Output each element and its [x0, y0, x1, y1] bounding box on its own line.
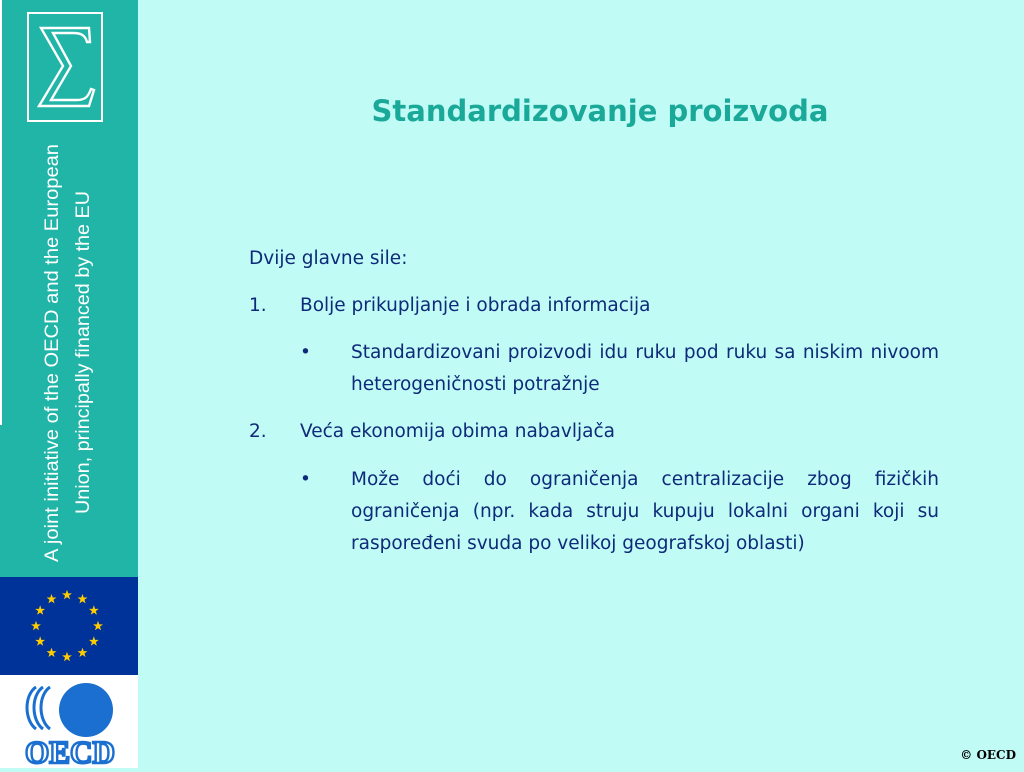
eu-star-icon — [47, 594, 57, 603]
sidebar-tagline — [33, 140, 103, 570]
eu-star-icon — [35, 636, 45, 645]
eu-star-icon — [35, 605, 45, 614]
item-subtext-1: Standardizovani proizvodi idu ruku pod ruku sa niskim nivoom heterogeničnosti potražnje — [351, 342, 939, 395]
oecd-logo-icon — [0, 675, 138, 768]
tagline-line-1: A joint initiative of the OECD and the European — [41, 156, 63, 562]
tagline-svg — [33, 140, 103, 570]
eu-star-icon — [31, 621, 41, 630]
eu-star-icon — [47, 648, 57, 657]
bullet-1: • — [300, 342, 311, 363]
item-number-2: 2. — [249, 421, 267, 442]
tagline-line-2: Union, principally financed by the EU — [72, 195, 94, 514]
sigma-icon — [29, 14, 101, 120]
eu-star-icon — [93, 621, 103, 630]
item-text-1: Bolje prikupljanje i obrada informacija — [300, 295, 651, 316]
item-text-2: Veća ekonomija obima nabavljača — [300, 421, 615, 442]
eu-flag — [0, 577, 138, 675]
intro-text: Dvije glavne sile: — [249, 248, 408, 269]
eu-stars-icon — [0, 577, 138, 675]
oecd-logo — [0, 675, 138, 768]
item-subtext-2: Može doći do ograničenja centralizacije zbog fizičkih ograničenja (npr. kada struju kupuju lokalni organi koji su raspoređeni svuda po velikoj geografskoj oblasti) — [351, 469, 939, 554]
sidebar — [0, 0, 138, 768]
slide-title: Standardizovanje proizvoda — [371, 94, 829, 128]
sigma-logo — [27, 12, 103, 122]
oecd-logo-text: OECD — [25, 734, 115, 768]
sidebar-edge-line — [0, 0, 2, 425]
eu-star-icon — [62, 652, 72, 661]
copyright-text: © OECD — [960, 748, 1016, 762]
eu-star-icon — [78, 648, 88, 657]
item-number-1: 1. — [249, 295, 267, 316]
eu-star-icon — [78, 594, 88, 603]
eu-star-icon — [62, 590, 72, 599]
eu-star-icon — [89, 605, 99, 614]
bullet-2: • — [300, 469, 311, 490]
eu-star-icon — [89, 636, 99, 645]
